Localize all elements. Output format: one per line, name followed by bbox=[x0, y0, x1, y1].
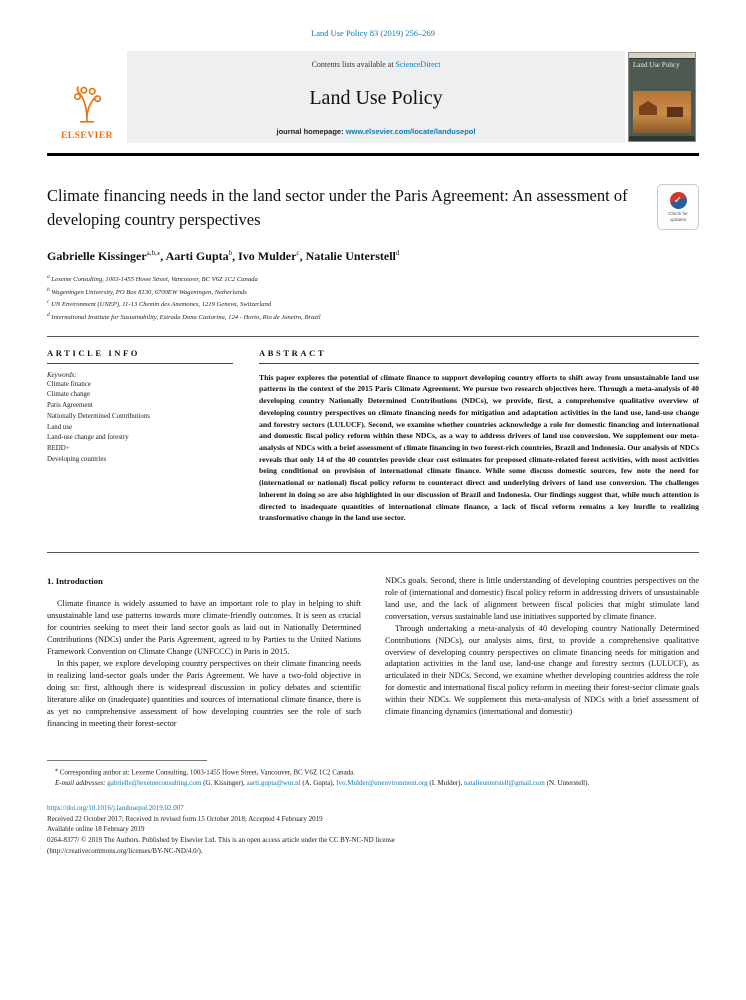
corresponding-text: Corresponding author at: Lexeme Consulting, 1003-1455 Howe Street, Vancouver, BC V6Z 1C2 Canada. bbox=[59, 768, 356, 777]
badge-label bbox=[668, 211, 688, 222]
badge-label-line1: Check for bbox=[668, 210, 688, 216]
email-label: E-mail addresses: bbox=[55, 778, 106, 787]
email-line bbox=[47, 778, 699, 789]
email-link[interactable]: gabrielle@lexemeconsulting.com bbox=[107, 778, 202, 787]
keyword: Land use bbox=[47, 423, 73, 431]
email-link[interactable]: Ivo.Mulder@unenvironment.org bbox=[336, 778, 428, 787]
journal-cover-thumbnail bbox=[628, 52, 696, 142]
article-title: Climate financing needs in the land sector under the Paris Agreement: An assessment of developing country perspectives bbox=[47, 186, 628, 229]
author: Aarti Gupta$^b$ bbox=[165, 248, 233, 263]
corresponding-note bbox=[47, 766, 699, 778]
author-list: Gabrielle Kissinger$^{a,b,⁎}$, Aarti Gupta$^b$, Ivo Mulder$^c$, Natalie Unterstell$^d$ bbox=[47, 248, 400, 263]
homepage-link[interactable]: www.elsevier.com/locate/landusepol bbox=[345, 127, 476, 136]
keyword-list bbox=[47, 380, 233, 466]
keyword: Developing countries bbox=[47, 455, 107, 463]
affiliation: $^b$ Wageningen University, PO Box 8130, 6700EW Wageningen, Netherlands bbox=[47, 286, 247, 296]
article-info-section bbox=[47, 348, 233, 524]
bottom-block bbox=[47, 803, 699, 857]
abstract-section bbox=[259, 348, 699, 524]
keywords-label: Keywords: bbox=[47, 371, 77, 379]
affiliation: $^c$ UN Environment (UNEP), 11-13 Chemin des Anemones, 1219 Geneva, Switzerland bbox=[47, 299, 272, 309]
copyright-line-1: 0264-8377/ © 2019 The Authors. Published by Elsevier Ltd. This is an open access article under the CC BY-NC-ND license bbox=[47, 836, 395, 845]
author: Natalie Unterstell$^d$ bbox=[305, 248, 400, 263]
footnote-separator bbox=[47, 760, 207, 761]
journal-header-band bbox=[47, 51, 699, 143]
author: Ivo Mulder$^c$ bbox=[238, 248, 300, 263]
author: Gabrielle Kissinger$^{a,b,⁎}$ bbox=[47, 248, 161, 263]
contents-prefix: Contents lists available at bbox=[311, 60, 396, 69]
journal-reference: Land Use Policy 83 (2019) 256–269 bbox=[311, 28, 435, 38]
intro-heading: 1. Introduction bbox=[47, 575, 103, 586]
email-list: gabrielle@lexemeconsulting.com (G. Kissinger), aarti.gupta@wur.nl (A. Gupta), Ivo.Mulder@unenvironment.org (I. Mulder), natalieunterstell@gmail.com (N. Unterstell). bbox=[107, 778, 590, 787]
badge-label-line2: updates bbox=[669, 216, 687, 222]
body-paragraph: NDCs goals. Second, there is little understanding of developing countries perspectives on the role of (international and domestic) fiscal policy reform in addressing drivers of unsustainable land use, and the lack of alignment between fiscal policies that might stimulate land conversation, versus sustainable land use initiatives supported by climate finance. bbox=[385, 575, 699, 621]
cover-illustration bbox=[633, 91, 691, 133]
email-link[interactable]: natalieunterstell@gmail.com bbox=[463, 778, 545, 787]
crossmark-icon bbox=[670, 192, 687, 209]
sciencedirect-link[interactable]: ScienceDirect bbox=[395, 60, 441, 69]
keyword: Climate change bbox=[47, 391, 91, 399]
info-abstract-section bbox=[47, 337, 699, 540]
email-link[interactable]: aarti.gupta@wur.nl bbox=[246, 778, 301, 787]
keyword: Climate finance bbox=[47, 380, 91, 388]
right-column bbox=[385, 567, 699, 730]
article-info-heading: ARTICLE INFO bbox=[47, 348, 233, 364]
left-column bbox=[47, 567, 361, 730]
header-center bbox=[127, 51, 625, 143]
elsevier-wordmark: ELSEVIER bbox=[60, 131, 114, 141]
keyword: REDD+ bbox=[47, 445, 70, 452]
corresponding-marker: ⁎ bbox=[55, 766, 58, 773]
journal-title: Land Use Policy bbox=[309, 86, 443, 109]
abstract-heading: ABSTRACT bbox=[259, 348, 699, 364]
abstract-text: This paper explores the potential of climate finance to support developing country efforts to shift away from unsustainable land use patterns in the context of the 2015 Paris Climate Agreement. We pursue two research objectives here. Through a meta-analysis of 40 developing country Nationally Determined Contributions (NDCs), we provide, first, a comprehensive qualitative overview of developing country perspectives on climate financing needs for mitigation and adaptation activities in the land use, land-use change and forestry sectors (LULUCF). Second, we examine whether countries acknowledge a role for domestic financing and international and domestic fiscal policy reform within these NDCs, as a way to address drivers of land use conversion. We supplement our meta-analysis of NDCs with a brief assessment of climate financing in two forest-rich countries, Brazil and Indonesia. Our analysis of NDCs reveals that only 14 of the 40 countries provide clear cost estimates for proposed climate-related forest activities, with most activities being conditional on provision of international climate finance. While some discuss domestic sources, few note the need for (international or national) fiscal policy reform to counteract direct and underlying drivers of land use conversion. The challenges inherent in doing so are also highlighted in our discussion of Brazil and Indonesia. Our findings suggest that, while much attention is directed to inadequate quantities of international climate finance, a lack of fiscal reform remains a key hurdle to realizing transformative change in the land use sector. bbox=[259, 372, 699, 523]
check-for-updates-badge[interactable] bbox=[657, 184, 699, 230]
footnote-block bbox=[47, 760, 699, 789]
available-line: Available online 18 February 2019 bbox=[47, 825, 145, 834]
header-divider bbox=[47, 153, 699, 156]
cover-column bbox=[625, 51, 699, 143]
affiliation-list bbox=[47, 273, 699, 324]
received-line: Received 22 October 2017; Received in revised form 15 October 2018; Accepted 4 February 2019 bbox=[47, 814, 323, 823]
body-paragraph: In this paper, we explore developing country perspectives on their climate financing needs in realizing land-sector goals under the Paris Agreement. We have a two-fold objective in doing so: first, although there is widespread discussion in policy debates and scientific literature alike on (inadequate) quantities and sources of international climate finance, there is as yet no comprehensive assessment of how developing countries see the role of such financing in meeting their forest-sector bbox=[47, 659, 361, 728]
keyword: Paris Agreement bbox=[47, 402, 93, 410]
affiliation: $^d$ International Institute for Sustainability, Estrada Dona Castorina, 124 - Horto, Rio de Janeiro, Brazil bbox=[47, 312, 321, 322]
elsevier-tree-icon bbox=[69, 85, 105, 130]
body-paragraph: Through undertaking a meta-analysis of 40 developing country Nationally Determined Contributions (NDCs), our analysis aims, first, to provide a comprehensive qualitative overview of developing country perspectives on climate financing needs for mitigation and adaptation activities in the land use, land-use change and forestry sectors (LULUCF), as articulated in their NDCs. Second, we examine whether developing countries address the role for domestic and international fiscal policy reform in meeting their forest-sector climate goals within their NDCs. We supplement this meta-analysis of NDCs with a brief assessment of climate financing dynamics (international and domestic) bbox=[385, 623, 699, 717]
copyright-line-2: (http://creativecommons.org/licenses/BY-NC-ND/4.0/). bbox=[47, 847, 203, 856]
cover-title: Land Use Policy bbox=[633, 61, 680, 69]
affiliation: $^a$ Lexeme Consulting, 1003-1455 Howe Street, Vancouver, BC V6Z 1C2 Canada bbox=[47, 273, 258, 284]
contents-line bbox=[312, 60, 441, 69]
homepage-line bbox=[277, 127, 476, 136]
section-divider-bottom bbox=[47, 552, 699, 553]
body-section bbox=[47, 567, 699, 730]
keyword: Land-use change and forestry bbox=[47, 434, 129, 442]
title-row bbox=[47, 184, 699, 232]
body-paragraph: Climate finance is widely assumed to have an important role to play in helping to shift unsustainable land use patterns towards more climate-friendly outcomes. It is seen as crucial for countries seeking to meet their land sector goals as laid out in Nationally Determined Contributions (NDCs) under the Paris Agreement, agreed to by Parties to the United Nations Framework Convention on Climate Change (UNFCCC) in Paris in 2015. bbox=[47, 599, 361, 657]
keyword: Nationally Determined Contributions bbox=[47, 412, 150, 420]
doi-link[interactable]: https://doi.org/10.1016/j.landusepol.2019.02.007 bbox=[47, 803, 184, 812]
elsevier-logo bbox=[47, 51, 127, 143]
homepage-prefix: journal homepage: bbox=[276, 127, 346, 136]
cover-bottom-strip bbox=[629, 136, 695, 141]
